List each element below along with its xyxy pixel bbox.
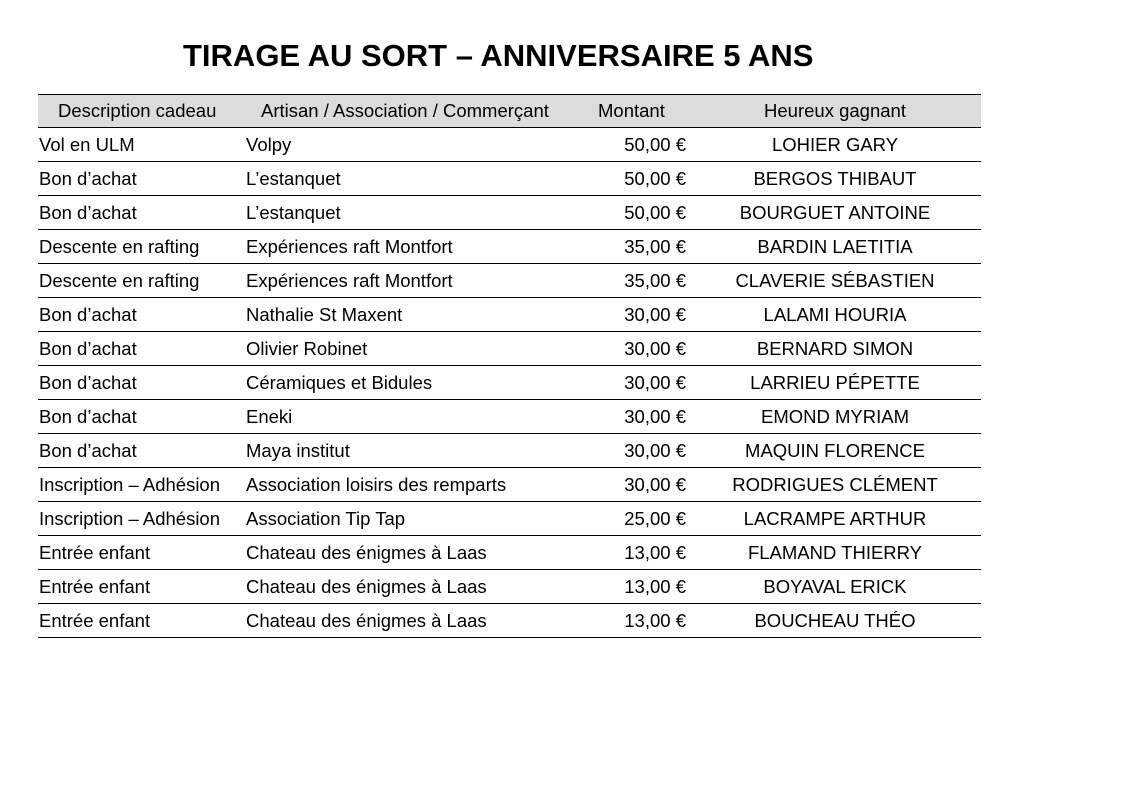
header-artisan: Artisan / Association / Commerçant <box>243 95 583 128</box>
cell-artisan: Olivier Robinet <box>243 332 583 366</box>
page-title: TIRAGE AU SORT – ANNIVERSAIRE 5 ANS <box>183 38 814 73</box>
table-row <box>38 128 981 162</box>
cell-description: Bon d’achat <box>38 196 243 230</box>
cell-gagnant: BOURGUET ANTOINE <box>689 196 981 230</box>
cell-montant: 30,00 € <box>583 366 689 400</box>
table-row <box>38 434 981 468</box>
cell-montant: 30,00 € <box>583 468 689 502</box>
cell-gagnant: LARRIEU PÉPETTE <box>689 366 981 400</box>
cell-artisan: Expériences raft Montfort <box>243 230 583 264</box>
cell-description: Descente en rafting <box>38 264 243 298</box>
cell-gagnant: BOUCHEAU THÉO <box>689 604 981 638</box>
cell-gagnant: BERNARD SIMON <box>689 332 981 366</box>
cell-artisan: Volpy <box>243 128 583 162</box>
table-row <box>38 468 981 502</box>
cell-montant: 30,00 € <box>583 434 689 468</box>
cell-artisan: Eneki <box>243 400 583 434</box>
cell-description: Bon d’achat <box>38 162 243 196</box>
table-row <box>38 162 981 196</box>
table-header <box>38 95 981 128</box>
cell-artisan: Chateau des énigmes à Laas <box>243 604 583 638</box>
cell-gagnant: BERGOS THIBAUT <box>689 162 981 196</box>
table-row <box>38 366 981 400</box>
cell-description: Entrée enfant <box>38 536 243 570</box>
cell-montant: 35,00 € <box>583 230 689 264</box>
table-row <box>38 604 981 638</box>
table-row <box>38 570 981 604</box>
cell-montant: 50,00 € <box>583 196 689 230</box>
cell-gagnant: FLAMAND THIERRY <box>689 536 981 570</box>
prize-table <box>38 94 981 638</box>
table-row <box>38 298 981 332</box>
cell-montant: 30,00 € <box>583 298 689 332</box>
cell-gagnant: MAQUIN FLORENCE <box>689 434 981 468</box>
header-row <box>38 95 981 128</box>
cell-montant: 13,00 € <box>583 604 689 638</box>
cell-artisan: Association loisirs des remparts <box>243 468 583 502</box>
cell-gagnant: EMOND MYRIAM <box>689 400 981 434</box>
header-gagnant: Heureux gagnant <box>689 95 981 128</box>
cell-description: Bon d’achat <box>38 366 243 400</box>
table-row <box>38 536 981 570</box>
cell-montant: 13,00 € <box>583 536 689 570</box>
table-row <box>38 230 981 264</box>
cell-artisan: Nathalie St Maxent <box>243 298 583 332</box>
table-row <box>38 502 981 536</box>
cell-artisan: L’estanquet <box>243 162 583 196</box>
cell-description: Descente en rafting <box>38 230 243 264</box>
cell-gagnant: LACRAMPE ARTHUR <box>689 502 981 536</box>
cell-artisan: Association Tip Tap <box>243 502 583 536</box>
cell-gagnant: BARDIN LAETITIA <box>689 230 981 264</box>
table-row <box>38 264 981 298</box>
cell-montant: 35,00 € <box>583 264 689 298</box>
cell-artisan: Expériences raft Montfort <box>243 264 583 298</box>
table-row <box>38 400 981 434</box>
cell-artisan: L’estanquet <box>243 196 583 230</box>
header-description: Description cadeau <box>38 95 243 128</box>
cell-montant: 50,00 € <box>583 128 689 162</box>
header-montant: Montant <box>583 95 689 128</box>
cell-artisan: Céramiques et Bidules <box>243 366 583 400</box>
cell-description: Vol en ULM <box>38 128 243 162</box>
cell-artisan: Chateau des énigmes à Laas <box>243 536 583 570</box>
cell-artisan: Maya institut <box>243 434 583 468</box>
cell-description: Entrée enfant <box>38 570 243 604</box>
cell-artisan: Chateau des énigmes à Laas <box>243 570 583 604</box>
cell-montant: 30,00 € <box>583 332 689 366</box>
cell-description: Bon d’achat <box>38 400 243 434</box>
cell-description: Bon d’achat <box>38 298 243 332</box>
table-row <box>38 332 981 366</box>
table-body <box>38 128 981 638</box>
table-row <box>38 196 981 230</box>
cell-description: Inscription – Adhésion <box>38 468 243 502</box>
cell-montant: 50,00 € <box>583 162 689 196</box>
cell-gagnant: LOHIER GARY <box>689 128 981 162</box>
cell-description: Bon d’achat <box>38 434 243 468</box>
cell-description: Inscription – Adhésion <box>38 502 243 536</box>
cell-description: Entrée enfant <box>38 604 243 638</box>
cell-description: Bon d’achat <box>38 332 243 366</box>
cell-montant: 30,00 € <box>583 400 689 434</box>
cell-gagnant: CLAVERIE SÉBASTIEN <box>689 264 981 298</box>
cell-montant: 25,00 € <box>583 502 689 536</box>
cell-montant: 13,00 € <box>583 570 689 604</box>
cell-gagnant: RODRIGUES CLÉMENT <box>689 468 981 502</box>
cell-gagnant: LALAMI HOURIA <box>689 298 981 332</box>
cell-gagnant: BOYAVAL ERICK <box>689 570 981 604</box>
